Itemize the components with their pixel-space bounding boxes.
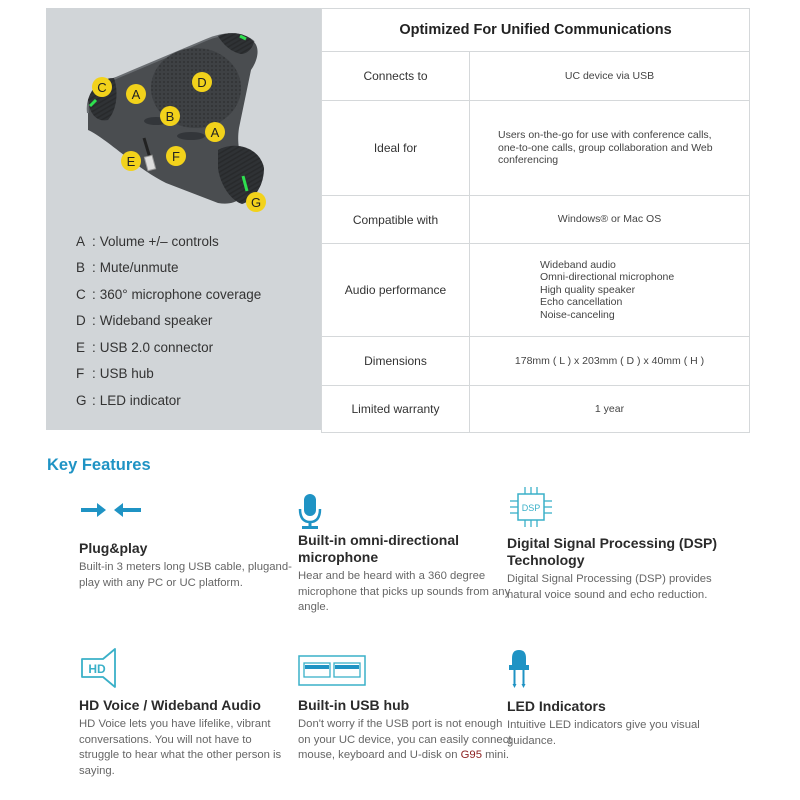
table-row	[322, 52, 750, 101]
spec-value: UC device via USB	[470, 52, 750, 101]
feature-hd-voice	[79, 647, 294, 779]
feature-description: HD Voice lets you have lifelike, vibrant conversations. You will not have to struggle to hear what the other person is saying.	[79, 718, 282, 777]
usb-hub-icon	[298, 655, 368, 687]
legend-item: C : 360° microphone coverage	[76, 286, 262, 302]
feature-title: Built-in omni-directional microphone	[298, 532, 459, 565]
hd-speaker-icon	[79, 647, 119, 689]
feature-description: Digital Signal Processing (DSP) provides natural voice sound and echo reduction.	[507, 573, 712, 601]
feature-plug-and-play	[79, 500, 294, 591]
svg-text:C: C	[97, 80, 107, 95]
spec-label: Limited warranty	[322, 386, 470, 433]
legend-item: D : Wideband speaker	[76, 313, 213, 329]
feature-microphone	[298, 492, 513, 616]
spec-label: Connects to	[322, 52, 470, 101]
table-row	[322, 101, 750, 196]
table-row	[322, 337, 750, 386]
dsp-chip-icon	[507, 485, 557, 531]
feature-title: HD Voice / Wideband Audio	[79, 697, 261, 713]
callout-c	[92, 77, 112, 97]
list-item: Noise-canceling	[540, 308, 615, 321]
component-legend	[76, 228, 261, 414]
spec-label: Audio performance	[322, 244, 470, 337]
spec-table	[321, 8, 750, 433]
key-features-heading: Key Features	[47, 456, 151, 474]
list-item: Omni-directional microphone	[540, 271, 675, 284]
microphone-icon	[298, 492, 328, 532]
feature-title: Built-in USB hub	[298, 697, 410, 713]
led-icon	[507, 648, 537, 692]
list-item: Echo cancellation	[540, 296, 623, 309]
svg-text:G: G	[250, 195, 262, 210]
callout-f	[166, 146, 186, 166]
spec-label: Ideal for	[322, 101, 470, 196]
callout-g	[246, 192, 266, 212]
feature-description: Intuitive LED indicators give you visual guidance.	[507, 719, 700, 747]
feature-description: Built-in 3 meters long USB cable, plugand-play with any PC or UC platform.	[79, 561, 292, 589]
speakerphone-image	[46, 8, 322, 223]
spec-label: Dimensions	[322, 337, 470, 386]
spec-value	[470, 244, 750, 337]
legend-item: A : Volume +/– controls	[76, 233, 219, 249]
spec-value: 1 year	[470, 386, 750, 433]
svg-text:F: F	[172, 149, 180, 164]
product-panel	[46, 8, 322, 430]
legend-item: E : USB 2.0 connector	[76, 339, 214, 355]
spec-value: Users on-the-go for use with conference calls, one-to-one calls, group collaboration and Web conferencing	[470, 101, 750, 196]
feature-title: Digital Signal Processing (DSP) Technology	[507, 535, 718, 568]
legend-item: G : LED indicator	[76, 392, 181, 408]
spec-value: 178mm ( L ) x 203mm ( D ) x 40mm ( H )	[470, 337, 750, 386]
audio-feature-list	[540, 259, 749, 322]
table-row	[322, 244, 750, 337]
feature-usb-hub	[298, 655, 513, 764]
table-row	[322, 196, 750, 244]
callout-a2	[205, 122, 225, 142]
callout-a1	[126, 84, 146, 104]
feature-led	[507, 648, 722, 749]
spec-table-title: Optimized For Unified Communications	[322, 9, 750, 52]
feature-description: Hear and be heard with a 360 degree microphone that picks up sounds from any angle.	[298, 570, 511, 613]
callout-d	[192, 72, 212, 92]
feature-description: Don't worry if the USB port is not enough on your UC device, you can easily connect mouse, keyboard and U-disk on G95 mini.	[298, 718, 512, 761]
callout-e	[121, 151, 141, 171]
svg-text:A: A	[210, 125, 220, 140]
list-item: High quality speaker	[540, 283, 636, 296]
feature-title: LED Indicators	[507, 698, 606, 714]
feature-dsp	[507, 485, 722, 603]
feature-title: Plug&play	[79, 540, 148, 556]
svg-text:E: E	[126, 154, 136, 169]
model-name: G95	[460, 749, 482, 761]
spec-label: Compatible with	[322, 196, 470, 244]
list-item: Wideband audio	[540, 258, 616, 271]
svg-text:B: B	[165, 109, 175, 124]
legend-item: B : Mute/unmute	[76, 260, 179, 276]
legend-item: F : USB hub	[76, 366, 154, 382]
svg-text:D: D	[197, 75, 207, 90]
spec-value: Windows® or Mac OS	[470, 196, 750, 244]
plug-arrows-icon	[79, 500, 143, 520]
svg-text:DSP: DSP	[521, 503, 541, 513]
callout-b	[160, 106, 180, 126]
svg-text:A: A	[131, 87, 141, 102]
svg-text:HD: HD	[88, 662, 106, 676]
table-row	[322, 386, 750, 433]
